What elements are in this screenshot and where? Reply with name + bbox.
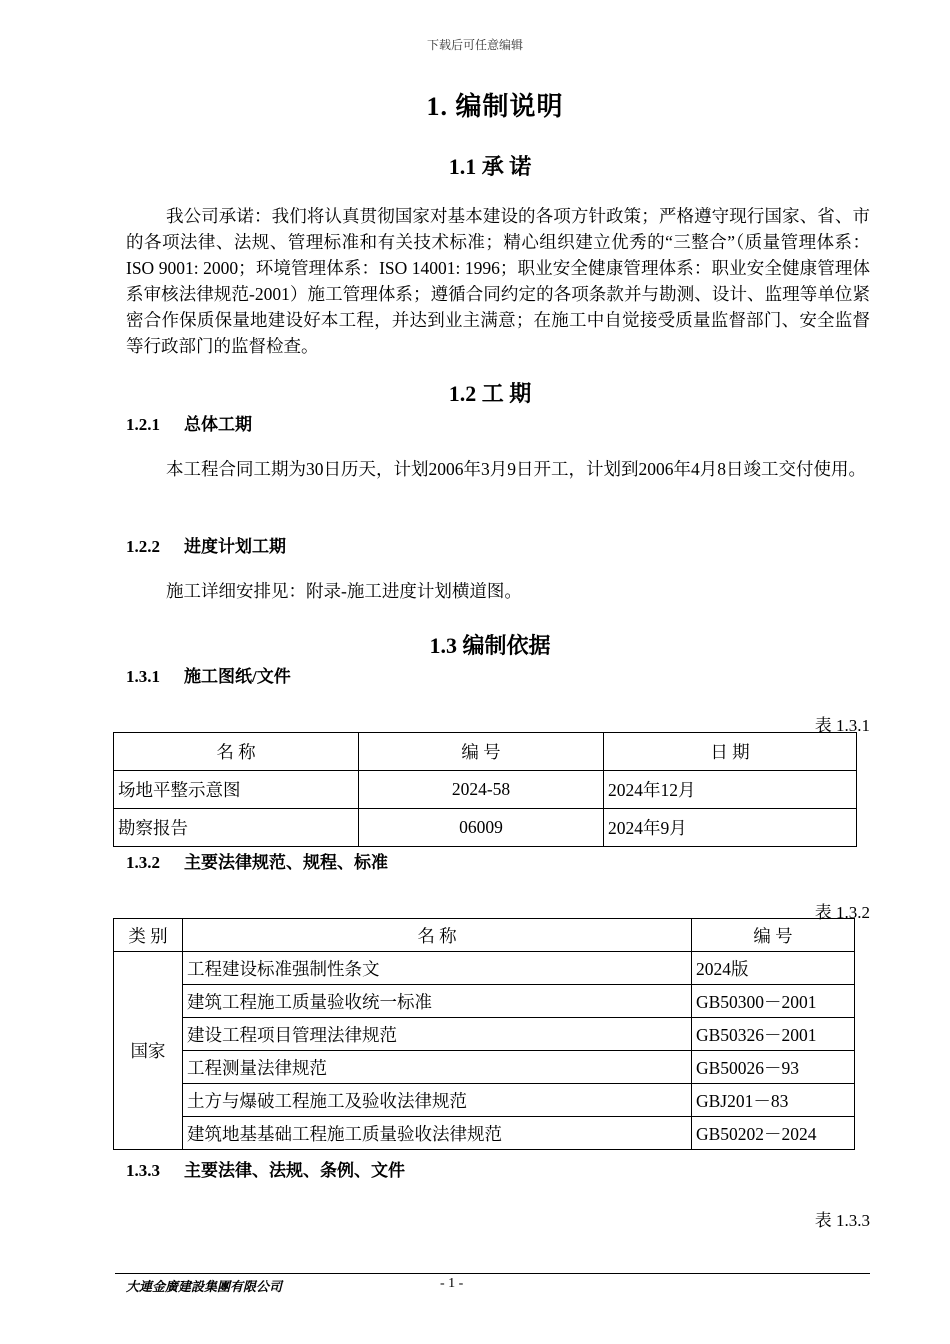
table-cell: 06009 <box>359 809 604 847</box>
table-cell: 勘察报告 <box>114 809 359 847</box>
table-cell: 2024-58 <box>359 771 604 809</box>
page-title: 1. 编制说明 <box>426 92 564 121</box>
table-header-row <box>114 919 855 952</box>
header-cell: 类 别 <box>114 919 183 952</box>
standards-table <box>113 918 855 1150</box>
header-cell: 名 称 <box>183 919 692 952</box>
table-cell: 建筑工程施工质量验收统一标准 <box>183 985 692 1018</box>
footer-divider <box>115 1273 870 1274</box>
table-cell: 场地平整示意图 <box>114 771 359 809</box>
header-cell: 名 称 <box>114 733 359 771</box>
table-header-row <box>114 733 857 771</box>
table-cell: 工程测量法律规范 <box>183 1051 692 1084</box>
table-row <box>114 1051 855 1084</box>
category-cell: 国家 <box>114 952 183 1150</box>
header-cell: 日 期 <box>604 733 857 771</box>
table-cell: GB50326－2001 <box>692 1018 855 1051</box>
table-cell: GB50300－2001 <box>692 985 855 1018</box>
section-heading-1-1: 1.1 承 诺 <box>448 154 532 179</box>
header-cell: 编 号 <box>359 733 604 771</box>
footer-company: 大連金廣建設集團有限公司 <box>126 1280 283 1295</box>
table-cell: GB50026－93 <box>692 1051 855 1084</box>
commitment-paragraph: 我公司承诺：我们将认真贯彻国家对基本建设的各项方针政策；严格遵守现行国家、省、市的各项法律、法规、管理标准和有关技术标准；精心组织建立优秀的“三整合”（质量管理体系：ISO 9001: 2000；环境管理体系：ISO 14001: 1996；职业安全健康管理体系：职业安全健康管理体系审核法律规范-2001）施工管理体系；遵循合同约定的各项条款并与勘测、设计、监理等单位紧密合作保质保量地建设好本工程，并达到业主满意；在施工中自觉接受质量监督部门、安全监督等行政部门的监督检查。 <box>126 206 870 356</box>
schedule-paragraph: 本工程合同工期为30日历天，计划2006年3月9日开工，计划到2006年4月8日竣工交付使用。 <box>166 459 866 479</box>
table-cell: 建设工程项目管理法律规范 <box>183 1018 692 1051</box>
table-row <box>114 985 855 1018</box>
table-cell: 土方与爆破工程施工及验收法律规范 <box>183 1084 692 1117</box>
subheading-1-3-1: 1.3.1 施工图纸/文件 <box>126 667 291 686</box>
subheading-1-3-3: 1.3.3 主要法律、法规、条例、文件 <box>126 1161 405 1180</box>
page-number: - 1 - <box>440 1276 464 1291</box>
header-cell: 编 号 <box>692 919 855 952</box>
table-cell: 2024版 <box>692 952 855 985</box>
table-row <box>114 1117 855 1150</box>
table-caption-1-3-3: 表 1.3.3 <box>814 1211 870 1230</box>
table-cell: 工程建设标准强制性条文 <box>183 952 692 985</box>
section-heading-1-3: 1.3 编制依据 <box>429 633 551 658</box>
table-row <box>114 809 857 847</box>
table-row <box>114 1084 855 1117</box>
table-cell: 2024年9月 <box>604 809 857 847</box>
subheading-1-2-1: 1.2.1 总体工期 <box>126 415 252 434</box>
table-cell: GBJ201－83 <box>692 1084 855 1117</box>
table-cell: GB50202－2024 <box>692 1117 855 1150</box>
table-cell: 建筑地基基础工程施工质量验收法律规范 <box>183 1117 692 1150</box>
table-caption-1-3-1: 表 1.3.1 <box>814 716 870 735</box>
table-cell: 2024年12月 <box>604 771 857 809</box>
table-row <box>114 952 855 985</box>
table-caption-1-3-2: 表 1.3.2 <box>814 903 870 922</box>
table-row <box>114 1018 855 1051</box>
subheading-1-2-2: 1.2.2 进度计划工期 <box>126 537 286 556</box>
table-row <box>114 771 857 809</box>
subheading-1-3-2: 1.3.2 主要法律规范、规程、标准 <box>126 853 388 872</box>
section-heading-1-2: 1.2 工 期 <box>448 381 532 406</box>
progress-paragraph: 施工详细安排见：附录-施工进度计划横道图。 <box>166 581 522 601</box>
drawings-table <box>113 732 857 847</box>
header-note: 下载后可任意编辑 <box>426 38 523 52</box>
